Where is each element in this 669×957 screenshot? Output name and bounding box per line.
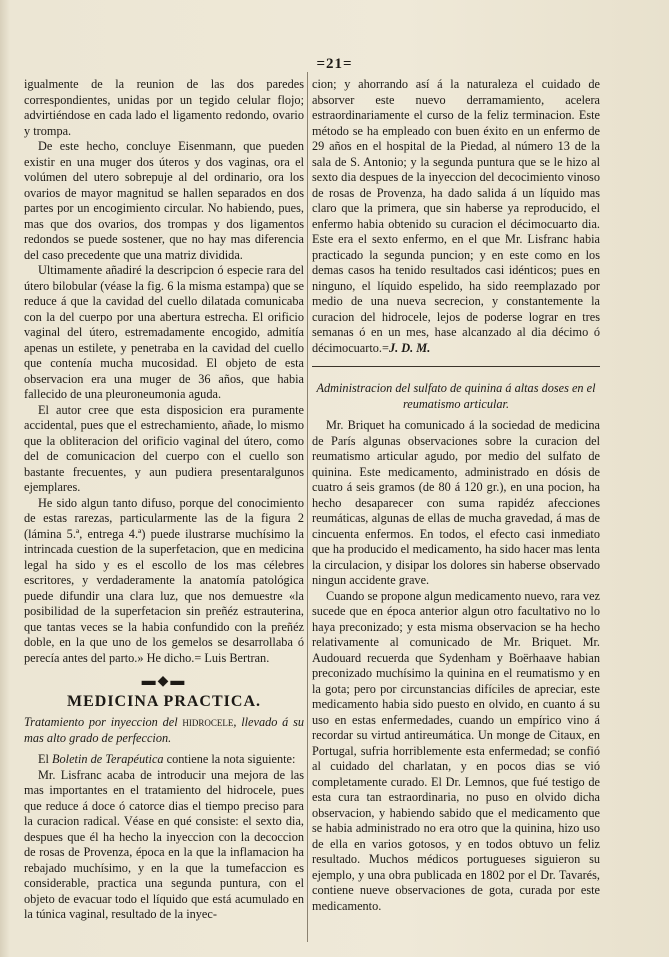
paragraph: Cuando se propone algun medicamento nuevo, rara vez sucede que en época anterior algun otro facultativo no lo haya preconizado; y esta misma observacion se ha hecho relativamente al comunicado de Mr. Briquet. Mr. Audouard recuerda que Sydenham y Boërhaave habian preconizado muchísimo la quinina en el reumatismo y en la gota; pero por circunstancias difíciles de apreciar, este medicamento habia sido puesto en olvido, en cuanto á su uso en estas enfermedades, cuando un empírico vino á recordar su virtud antireumática. Un monge de Citaux, en Portugal, sufria horriblemente esta enfermedad; se confió al cuidado del charlatan, y en pocos dias se vió completamente curado. El Dr. Lemnos, que fué testigo de esta cura tan estraordinaria, no puso en olvido dicha observacion, y habiendo sabido que el medicamento que se habia administrado no era otro que la quinina, hizo uso de ella en varios gotosos, y en todos obtuvo un feliz resultado. Muchos médicos portugueses siguieron su ejemplo, y una obra publicada en 1802 por el Dr. Tavarés, contiene nueve observaciones de gota, curada por este medicamento.: [312, 588, 600, 913]
article-title-pre: Tratamiento por inyeccion del: [24, 715, 183, 729]
intro-italic: Boletin de Terapéutica: [52, 752, 164, 766]
left-column: [24, 77, 304, 923]
column-divider: [307, 72, 308, 942]
article-title: Administracion del sulfato de quinina á altas doses en el reumatismo articular.: [316, 381, 596, 411]
article-title: [24, 715, 304, 746]
section-title: MEDICINA PRACTICA.: [66, 692, 261, 710]
separator-rule: [312, 366, 600, 367]
paragraph: Ultimamente añadiré la descripcion ó especie rara del útero bilobular (véase la fig. 6 la misma estampa) que se reduce á que la cavidad del cuello dilatada comunicaba con la del cuerpo por una abertura estrecha. El orificio vaginal del útero, estremadamente encogido, admitía apenas un estilete, y penetraba en la cavidad del cuello que contenía mucha mucosidad. El objeto de esta observacion era una muger de 36 años, que habia fallecido de una pleuroneumonia aguda.: [24, 263, 304, 401]
intro-post: contiene la nota siguiente:: [163, 752, 296, 766]
article-title-sc: hidrocele: [182, 715, 234, 729]
paragraph: igualmente de la reunion de las dos paredes correspondientes, unidas por un tegido celular flojo; advirtiéndose en cada lado el ligamento redondo, ovario y trompa.: [24, 77, 304, 138]
paragraph: Mr. Briquet ha comunicado á la sociedad de medicina de París algunas observaciones sobre la curacion del reumatismo articular agudo, por medio del sulfato de quinina. Este medicamento, administrado en dósis de cuatro á seis gramos (de 80 á 120 gr.), en una pocion, ha hecho desaparecer con suma rapidéz afecciones reumáticas, algunas de ellas de mucha gravedad, á mas de cincuenta enfermos. En todos, el efecto casi inmediato que ha producido el medicamento, ha sido hacer mas lenta la circulacion, y disipar los dolores sin haberse observado ningun accidente grave.: [312, 418, 600, 587]
signature: J. D. M.: [388, 340, 431, 355]
intro-paragraph: [24, 752, 304, 768]
continuation-paragraph: [312, 77, 600, 356]
paragraph: De este hecho, concluye Eisenmann, que pueden existir en una muger dos úteros y dos vaginas, ora el volúmen del utero sobrepuje al del ordinario, ora los ovarios de mayor magnitud se hallen separados en dos partes por un encogimiento circular. No habiendo, pues, mas que dos ovarios, dos trompas y dos ligamentos redondos se puede sostener, que no hay mas diferencia del caso precedente que una matriz dividida.: [24, 139, 304, 262]
page-number: =21=: [316, 56, 353, 72]
paragraph: He sido algun tanto difuso, porque del conocimiento de estas rarezas, particularmente las de la figura 2 (lámina 5.ª, entrega 4.ª) puede ilustrarse muchísimo la intrincada cuestion de la superfetacion, que en medicina legal ha sido y es el escollo de los mas célebres escritores, y verdaderamente la anatomía patológica puede difundir una clara luz, que nos demuestre «la posibilidad de la superfetacion sin preñéz estrauterina, que tantas veces se la habia confundido con la preñéz doble, en la que uno de los gemelos se desarrollaba ó perecía antes del parto.» He dicho.= Luis Bertran.: [24, 495, 304, 665]
paragraph: El autor cree que esta disposicion era puramente accidental, pues que el estrechamiento, añade, lo mismo que la obliteracion del orificio vaginal del útero, como del de comunicacion del cuerpo con el cuello son bastante frecuentes, y aun pudiera presentaralgunos ejemplares.: [24, 402, 304, 494]
intro-pre: El: [38, 752, 53, 766]
ornament-divider: ▬◆▬: [141, 674, 187, 689]
paragraph: Mr. Lisfranc acaba de introducir una mejora de las mas importantes en el tratamiento del hidrocele, pues que reduce á doce ó catorce dias el tiempo preciso para la curacion radical. Véase en qué consiste: el sexto dia, despues que él ha hecho la inyeccion con la decoccion de rosas de Provenza, época en la que la inflamacion ha rebajado muchísimo, y en la que la tumefaccion es considerable, practica una segunda puntura, con el objeto de evacuar todo el líquido que está acumulado en la túnica vaginal, resultado de la inyec-: [24, 767, 304, 921]
right-column: [312, 77, 600, 914]
continuation-text: cion; y ahorrando así á la naturaleza el cuidado de absorver este nuevo derramamiento, acelera estraordinariamente el curso de la feliz terminacion. Este método se ha empleado con buen éxito en un enfermo de 29 años en el hospital de la Piedad, al número 13 de la sala de S. Antonio; y la segunda puntura que se le hizo al sexto dia despues de la inyeccion del decocimiento vinoso de rosas de Provenza, ha dado salida á un líquido mas claro que la primera, que sin haberse ya reproducido, el enfermo habia obtenido su curacion el décimocuarto dia. Este era el sexto enfermo, en el que Mr. Lisfranc habia practicado la segunda puncion; y en este como en los demas casos ha tenido resultados casi idénticos; pues en ninguno, el líquido espelido, ha sido reemplazado por medio de una nueva secrecion, y constantemente la curacion del hidrocele, lejos de poderse lograr en tres semanas ó en un mes, hase alcanzado al dia décimo ó décimocuarto.=: [312, 77, 600, 355]
article-title-post: , llevado á su mas alto grado de perfeccion.: [24, 715, 304, 745]
